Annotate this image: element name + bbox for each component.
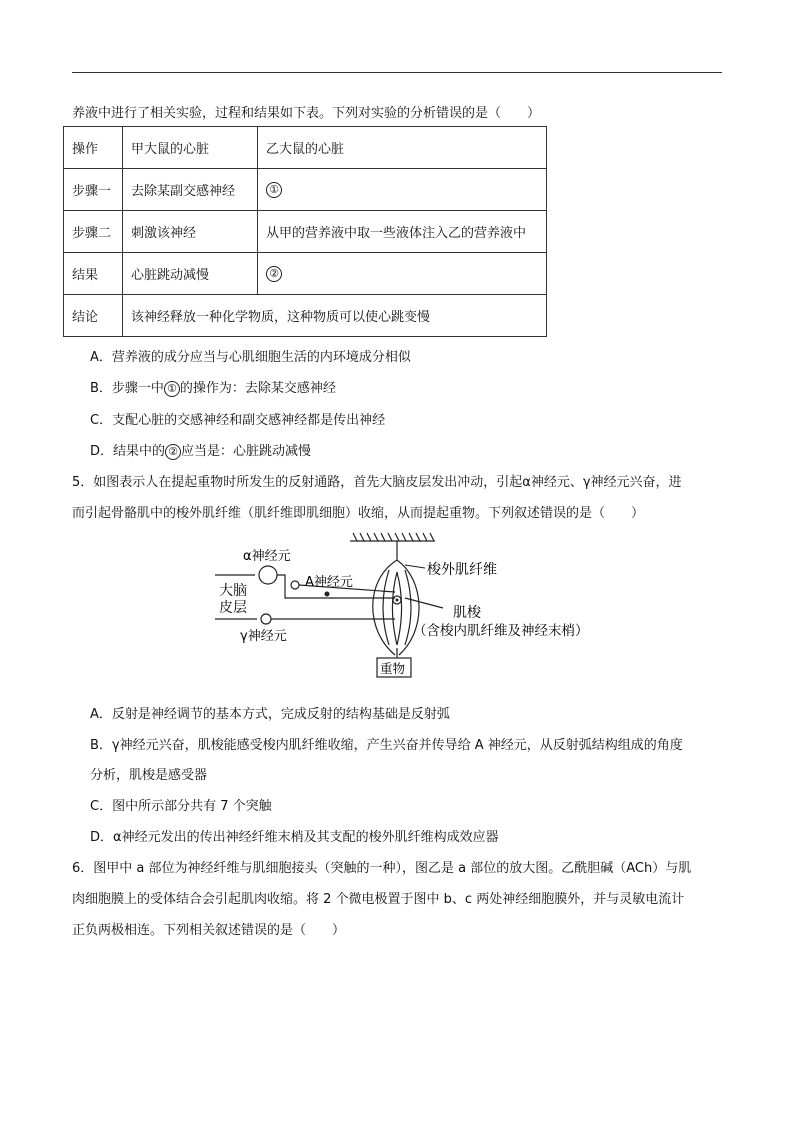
circled-two-mark: ②: [165, 444, 181, 460]
table-cell: 刺激该神经: [123, 211, 258, 253]
table-cell: 该神经释放一种化学物质，这种物质可以使心跳变慢: [123, 295, 547, 337]
q5-option-b-line1: B．γ神经元兴奋，肌梭能感受梭内肌纤维收缩，产生兴奋并传导给 A 神经元，从反射弧结构组成的角度: [90, 738, 683, 753]
reflex-pathway-figure: [205, 530, 595, 685]
experiment-table: [63, 126, 547, 337]
cortex-label-1: 大脑: [219, 583, 247, 599]
spindle-note-label: （含梭内肌纤维及神经末梢）: [413, 623, 589, 639]
table-cell: 去除某副交感神经: [123, 169, 258, 211]
table-cell: 从甲的营养液中取一些液体注入乙的营养液中: [258, 211, 547, 253]
q4-option-d: D．结果中的 ② 应当是：心脏跳动减慢: [90, 444, 312, 459]
q5-option-b-line2: 分析，肌梭是感受器: [90, 768, 208, 783]
table-cell: 甲大鼠的心脏: [123, 127, 258, 169]
table-row: [64, 169, 547, 211]
table-row: [64, 127, 547, 169]
table-cell: 心脏跳动减慢: [123, 253, 258, 295]
gamma-neuron-label: γ神经元: [240, 629, 287, 644]
circled-one-mark: ①: [266, 182, 282, 198]
table-cell: [258, 253, 547, 295]
table-cell: 步骤一: [64, 169, 123, 211]
q4-option-b: B．步骤一中 ① 的操作为：去除某交感神经: [90, 381, 336, 396]
extrafusal-fiber-label: 梭外肌纤维: [427, 562, 497, 578]
table-row: [64, 211, 547, 253]
table-cell: 操作: [64, 127, 123, 169]
q6-stem-line1: 6．图甲中 a 部位为神经纤维与肌细胞接头（突触的一种），图乙是 a 部位的放大图。乙酰胆碱（ACh）与肌: [72, 861, 692, 876]
q5-stem-line1: 5．如图表示人在提起重物时所发生的反射通路，首先大脑皮层发出冲动，引起α神经元、γ神经元兴奋，进: [72, 475, 682, 490]
header-rule: [72, 72, 722, 73]
table-cell: 步骤二: [64, 211, 123, 253]
circled-one-mark: ①: [164, 381, 180, 397]
a-neuron-label: A神经元: [305, 575, 353, 590]
q4-option-c: C．支配心脏的交感神经和副交感神经都是传出神经: [90, 413, 386, 428]
q6-stem-line3: 正负两极相连。下列相关叙述错误的是（ ）: [72, 923, 346, 938]
q5-option-d: D．α神经元发出的传出神经纤维末梢及其支配的梭外肌纤维构成效应器: [90, 830, 499, 845]
circled-two-mark: ②: [266, 266, 282, 282]
table-cell: 乙大鼠的心脏: [258, 127, 547, 169]
table-cell: [258, 169, 547, 211]
table-cell: 结果: [64, 253, 123, 295]
q6-stem-line2: 肉细胞膜上的受体结合会引起肌肉收缩。将 2 个微电极置于图中 b、c 两处神经细胞膜外，并与灵敏电流计: [72, 892, 685, 907]
q4-option-a: A．营养液的成分应当与心肌细胞生活的内环境成分相似: [90, 350, 411, 365]
q5-stem-line2: 而引起骨骼肌中的梭外肌纤维（肌纤维即肌细胞）收缩，从而提起重物。下列叙述错误的是（ ）: [72, 506, 645, 521]
cortex-label-2: 皮层: [219, 600, 247, 616]
table-row: [64, 253, 547, 295]
muscle-spindle-label: 肌梭: [453, 605, 481, 621]
q5-option-a: A．反射是神经调节的基本方式，完成反射的结构基础是反射弧: [90, 707, 450, 722]
intro-text: 养液中进行了相关实验，过程和结果如下表。下列对实验的分析错误的是（ ）: [72, 106, 541, 121]
table-cell: 结论: [64, 295, 123, 337]
alpha-neuron-label: α神经元: [243, 549, 291, 564]
table-row: [64, 295, 547, 337]
weight-label: 重物: [380, 661, 406, 676]
q5-option-c: C．图中所示部分共有 7 个突触: [90, 799, 272, 814]
